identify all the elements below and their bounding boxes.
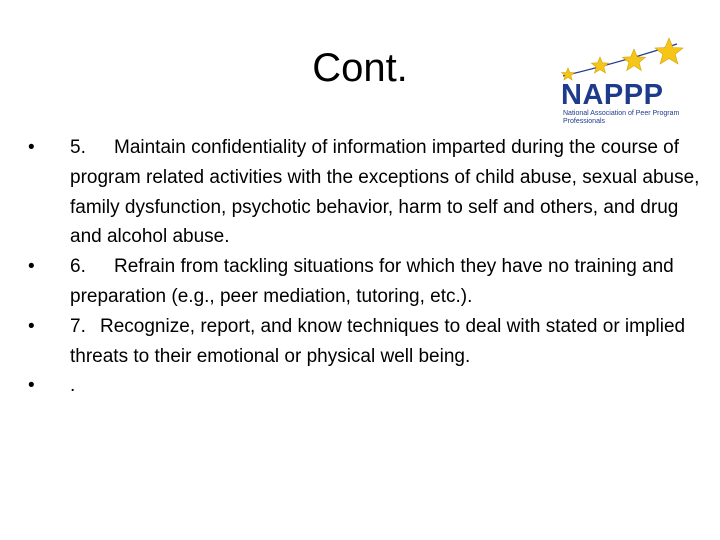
- bullet-glyph: •: [28, 315, 35, 337]
- item-text: Refrain from tackling situations for which they have no training and preparation (e.g., peer mediation, tutoring, etc.).: [70, 256, 674, 307]
- slide-title: Cont.: [312, 46, 408, 90]
- item-text: Recognize, report, and know techniques to deal with stated or implied threats to their emotional or physical well being.: [70, 315, 686, 367]
- bullet-item-5: [28, 133, 708, 252]
- bullet-item-6: [28, 252, 708, 312]
- bullet-list: [28, 133, 708, 401]
- item-number: 5.: [70, 137, 86, 158]
- item-number: 6.: [70, 256, 86, 278]
- bullet-glyph: •: [28, 375, 35, 397]
- bullet-item-empty: [28, 371, 708, 401]
- item-text: .: [70, 375, 76, 397]
- bullet-glyph: •: [28, 256, 35, 278]
- bullet-item-7: [28, 312, 708, 372]
- item-number: 7.: [70, 315, 86, 337]
- item-text: Maintain confidentiality of information imparted during the course of program related activities with the exceptions of child abuse, sexual abuse, family dysfunction, psychotic behavior, harm to self and others, and drug and alcohol abuse.: [70, 137, 700, 248]
- bullet-glyph: •: [28, 137, 35, 158]
- logo-tagline: National Association of Peer Program Professionals: [563, 110, 680, 125]
- nappp-logo: [555, 36, 685, 128]
- logo-wordmark: NAPPP: [561, 79, 664, 111]
